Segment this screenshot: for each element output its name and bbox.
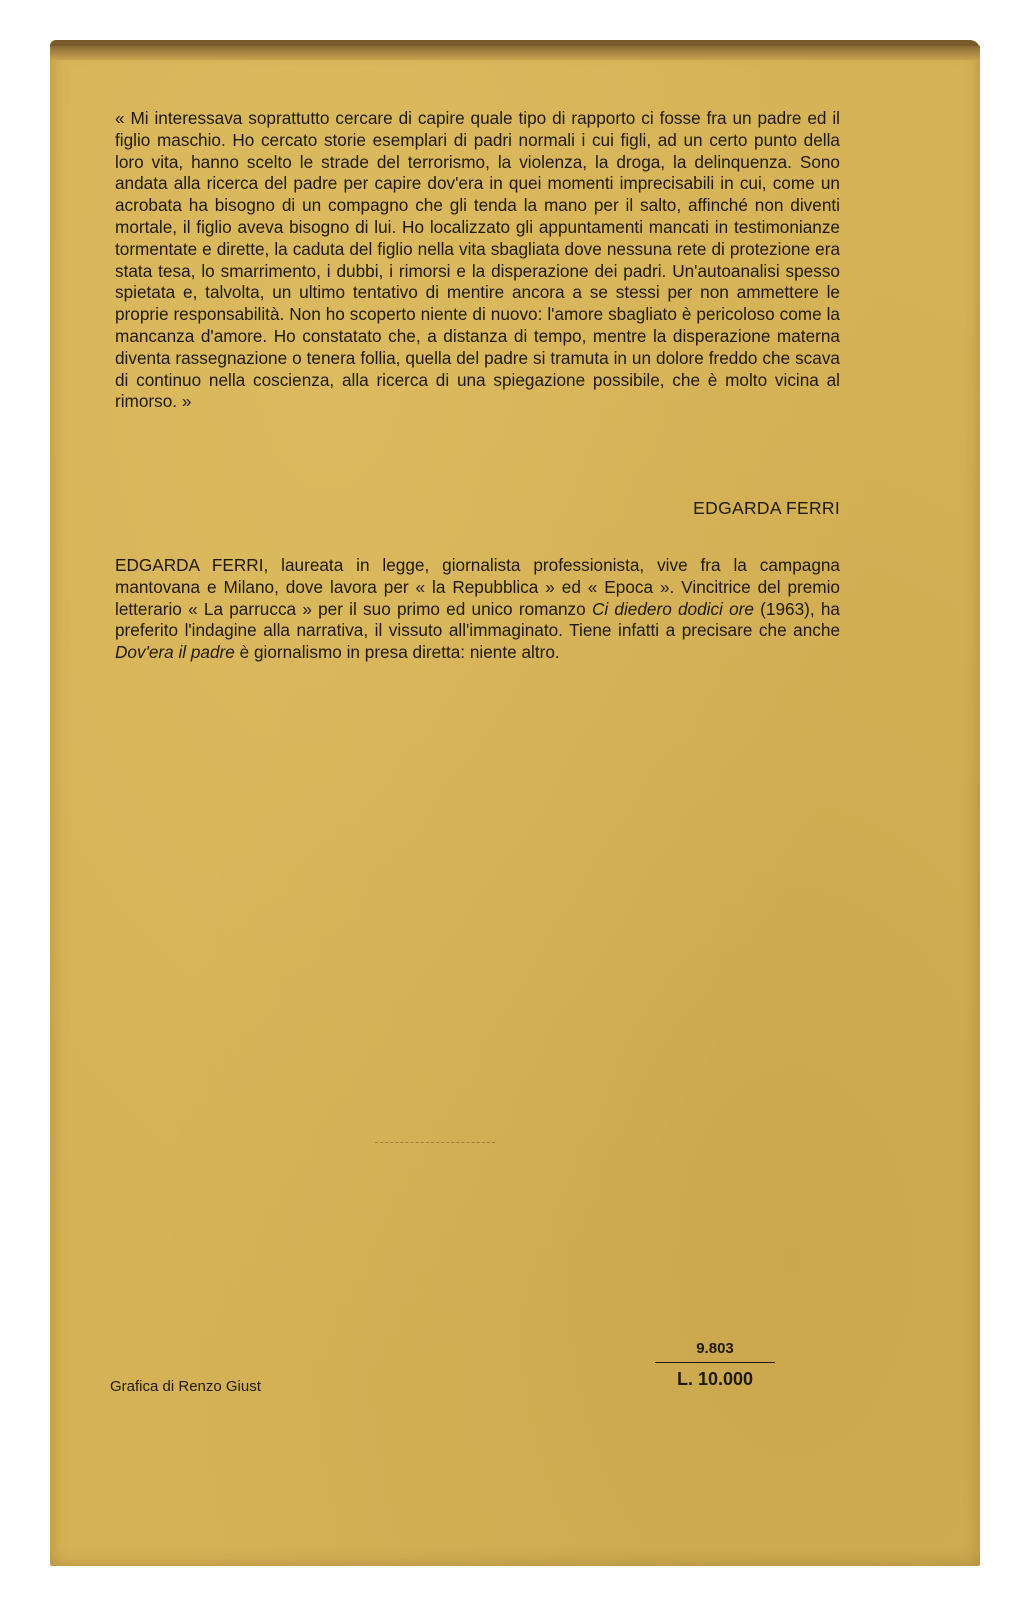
catalog-code: 9.803 [696, 1340, 734, 1357]
novel-title: Ci diedero dodici ore [591, 598, 754, 619]
book-title: Dov'era il padre [115, 642, 235, 663]
quote-author: EDGARDA FERRI [693, 498, 840, 518]
bio-text-1: EDGARDA FERRI, laureata in legge, giornalista professionista, vive fra la campagna mantovana e Milano, dove lavora per « la Repubblica » ed « Epoca ». Vincitrice del premio letterario « La parrucca » per il suo primo ed unico romanzo [115, 555, 840, 619]
price: L. 10.000 [676, 1369, 754, 1389]
price-box [655, 1340, 775, 1390]
cover-top-edge [50, 46, 980, 60]
blurb-quote: « Mi interessava soprattutto cercare di capire quale tipo di rapporto ci fosse fra un padre ed il figlio maschio. Ho cercato storie esemplari di padri normali i cui figli, ad un certo punto della loro vita, hanno scelto le strade del terrorismo, la violenza, la droga, la delinquenza. Sono andata alla ricerca del padre per capire dov'era in quei momenti imprecisabili in cui, come un acrobata ha bisogno di un compagno che gli tenda la mano per il salto, affinché non diventi mortale, il figlio aveva bisogno di lui. Ho localizzato gli appuntamenti mancati in testimonianze tormentate e dirette, la caduta del figlio nella vita sbagliata dove nessuna rete di protezione era stata tesa, lo smarrimento, i dubbi, i rimorsi e la disperazione dei padri. Un'autoanalisi spesso spietata e, talvolta, un ultimo tentativo di mentire ancora a se stessi per non ammettere le proprie responsabilità. Non ho scoperto niente di nuovo: l'amore sbagliato è pericoloso come la mancanza d'amore. Ho constatato che, a distanza di tempo, mentre la disperazione materna diventa rassegnazione o tenera follia, quella del padre si tramuta in un dolore freddo che scava di continuo nella coscienza, alla ricerca di una spiegazione possibile, che è molto vicina al rimorso. » [115, 108, 840, 412]
bio-text-2: (1963), ha preferito l'indagine alla narrativa, il vissuto all'immaginato. Tiene infatti a precisare che anche [115, 598, 840, 641]
author-biography [115, 555, 840, 664]
design-credit: Grafica di Renzo Giust [110, 1378, 261, 1395]
paper-crease [375, 1142, 495, 1143]
bio-text-3: è giornalismo in presa diretta: niente altro. [234, 642, 560, 663]
